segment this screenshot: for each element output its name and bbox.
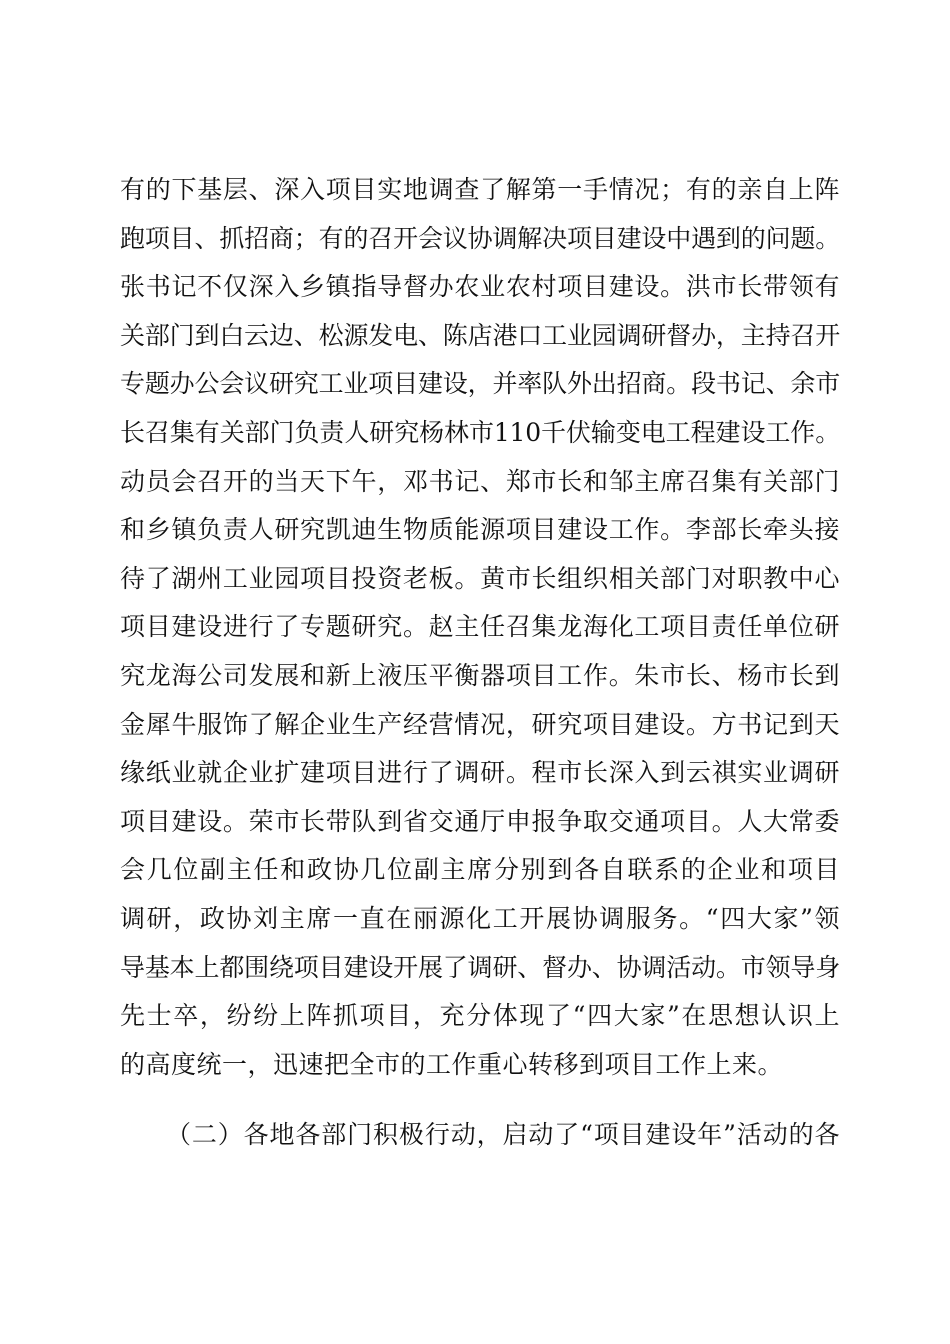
section-heading: （二）各地各部门积极行动，启动了“项目建设年”活动的各 [166, 1120, 840, 1149]
body-line: 和乡镇负责人研究凯迪生物质能源项目建设工作。李部长牵头接 [120, 515, 840, 545]
body-line: 导基本上都围绕项目建设开展了调研、督办、协调活动。市领导身 [120, 952, 840, 982]
body-line: 跑项目、抓招商；有的召开会议协调解决项目建设中遇到的问题。 [120, 223, 840, 253]
body-line: 专题办公会议研究工业项目建设，并率队外出招商。段书记、余市 [120, 369, 840, 399]
body-line: 项目建设。荣市长带队到省交通厅申报争取交通项目。人大常委 [120, 806, 840, 836]
body-line: 项目建设进行了专题研究。赵主任召集龙海化工项目责任单位研 [120, 612, 840, 642]
body-line: 会几位副主任和政协几位副主席分别到各自联系的企业和项目 [120, 855, 840, 885]
body-line: 关部门到白云边、松源发电、陈店港口工业园调研督办，主持召开 [120, 320, 840, 350]
body-line: 长召集有关部门负责人研究杨林市110千伏输变电工程建设工作。 [120, 417, 840, 447]
body-line: 先士卒，纷纷上阵抓项目，充分体现了“四大家”在思想认识上 [120, 1001, 840, 1031]
body-paragraph [120, 166, 840, 1089]
body-line: 有的下基层、深入项目实地调查了解第一手情况；有的亲自上阵 [120, 175, 840, 204]
body-line: 动员会召开的当天下午，邓书记、郑市长和邹主席召集有关部门 [120, 466, 840, 496]
body-line: 调研，政协刘主席一直在丽源化工开展协调服务。“四大家”领 [120, 903, 840, 933]
body-line: 张书记不仅深入乡镇指导督办农业农村项目建设。洪市长带领有 [120, 272, 840, 302]
body-line: 金犀牛服饰了解企业生产经营情况，研究项目建设。方书记到天 [120, 709, 840, 739]
body-line: 待了湖州工业园项目投资老板。黄市长组织相关部门对职教中心 [120, 563, 840, 593]
body-line: 究龙海公司发展和新上液压平衡器项目工作。朱市长、杨市长到 [120, 660, 840, 690]
body-line: 缘纸业就企业扩建项目进行了调研。程市长深入到云祺实业调研 [120, 758, 840, 788]
body-line: 的高度统一，迅速把全市的工作重心转移到项目工作上来。 [120, 1049, 784, 1079]
